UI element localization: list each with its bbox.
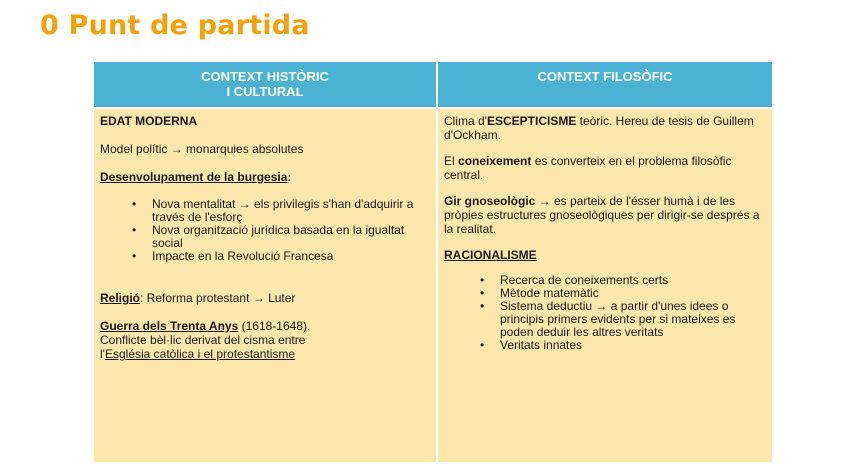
list-item: • Mètode matemàtic xyxy=(480,287,764,300)
burgesia-heading-label: Desenvolupament de la burgesia xyxy=(100,170,288,184)
gir-text xyxy=(444,194,764,236)
edat-moderna-heading: EDAT MODERNA xyxy=(100,114,198,128)
coneix-bold: coneixement xyxy=(458,154,532,168)
coneixement-text xyxy=(444,154,764,182)
slide-title: 0 Punt de partida xyxy=(40,10,310,41)
burgesia-heading-colon: : xyxy=(287,170,292,184)
guerra-line2a: l' xyxy=(100,347,105,361)
religio-label: Religió xyxy=(100,291,141,305)
guerra-years: (1618-1648). xyxy=(238,319,311,333)
list-item: • Impacte en la Revolució Francesa xyxy=(132,250,428,263)
religio-text xyxy=(100,291,428,305)
gir-body: → es parteix de l'ésser humà i de les pròpies estructures gnoseològiques per dirigir-se després a la realitat. xyxy=(444,194,760,236)
list-item: • Veritats innates xyxy=(480,339,764,352)
list-item: • Sistema deductiu → a partir d'unes idees o principis primers evidents per si mateixes es poden deduir les altres veritats xyxy=(480,300,764,339)
coneix-a: El xyxy=(444,154,459,168)
context-table xyxy=(93,61,773,463)
guerra-line2b: Església catòlica i el protestantisme xyxy=(104,347,296,361)
clima-b: teòric. Hereu de tesis de Guillem d'Ockham. xyxy=(444,114,754,142)
list-item: • Nova mentalitat → els privilegis s'han d'adquirir a través de l'esforç xyxy=(132,198,428,224)
clima-a: Clima d' xyxy=(444,114,487,128)
header-context-historic xyxy=(93,61,437,108)
guerra-text xyxy=(100,319,428,361)
list-item: • Recerca de coneixements certs xyxy=(480,274,764,287)
religio-value: : Reforma protestant → Luter xyxy=(140,291,296,305)
racionalisme-list xyxy=(444,274,764,352)
racionalisme-heading: RACIONALISME xyxy=(444,248,537,262)
cell-context-historic xyxy=(93,108,437,463)
gir-bold: Gir gnoseològic xyxy=(444,194,536,208)
guerra-label: Guerra dels Trenta Anys xyxy=(100,319,239,333)
header-left-line2: I CULTURAL xyxy=(226,84,304,99)
list-item: • Nova organització jurídica basada en la igualtat social xyxy=(132,224,428,250)
header-context-filosofic xyxy=(437,61,773,108)
header-right-label: CONTEXT FILOSÒFIC xyxy=(537,69,673,84)
burgesia-heading xyxy=(100,170,428,184)
header-left-line1: CONTEXT HISTÒRIC xyxy=(201,69,329,84)
model-politic-text: Model polític → monarquies absolutes xyxy=(100,142,304,156)
clima-bold: ESCEPTICISME xyxy=(486,114,577,128)
coneix-b: es converteix en el problema filosòfic central. xyxy=(444,154,732,182)
guerra-line1: Conflicte bèl·lic derivat del cisma entre xyxy=(100,333,306,347)
cell-context-filosofic xyxy=(437,108,773,463)
clima-text xyxy=(444,114,764,142)
burgesia-list xyxy=(100,198,428,263)
